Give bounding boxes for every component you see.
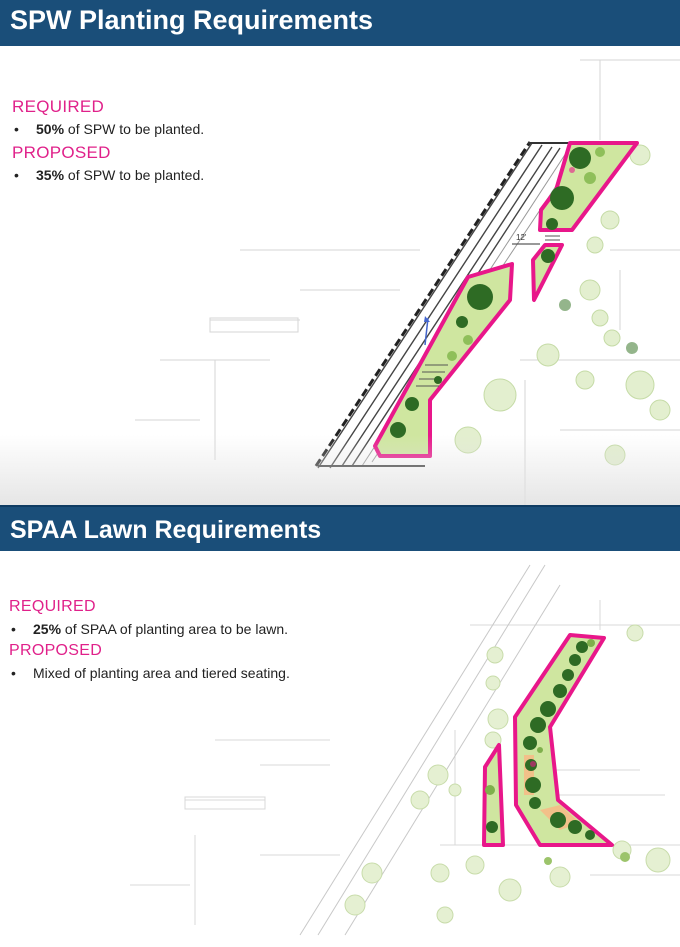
requirements-block xyxy=(12,96,204,186)
proposed-text: Mixed of planting area and tiered seating. xyxy=(33,665,290,681)
proposed-heading: PROPOSED xyxy=(9,642,103,659)
required-heading: REQUIRED xyxy=(9,598,96,615)
slide-spaa-lawn xyxy=(0,505,680,947)
bullet-glyph: • xyxy=(14,121,19,137)
slide-title: SPW Planting Requirements xyxy=(0,0,680,46)
accent-flower xyxy=(569,167,575,173)
context-dark-trees xyxy=(559,299,638,354)
bullet-glyph: • xyxy=(11,665,16,681)
slide-title: SPAA Lawn Requirements xyxy=(0,505,680,551)
dimension-annotation: 12' xyxy=(516,233,527,242)
requirements-block xyxy=(9,596,290,684)
proposed-text: of SPW to be planted. xyxy=(64,167,205,183)
proposed-heading: PROPOSED xyxy=(12,143,111,162)
slide-bottom-shade xyxy=(0,435,680,505)
required-bullet xyxy=(12,118,204,140)
proposed-percent: 35% xyxy=(36,167,65,183)
required-text: of SPAA of planting area to be lawn. xyxy=(61,621,289,637)
required-percent: 50% xyxy=(36,121,65,137)
accent-flower xyxy=(530,761,536,767)
proposed-bullet xyxy=(9,662,290,684)
required-heading: REQUIRED xyxy=(12,97,105,116)
street-lines xyxy=(318,143,560,468)
proposed-bullet xyxy=(12,164,204,186)
required-bullet xyxy=(9,618,290,640)
bullet-glyph: • xyxy=(14,167,19,183)
spaa-site-plan-drawing xyxy=(0,505,680,947)
required-percent: 25% xyxy=(33,621,62,637)
required-text: of SPW to be planted. xyxy=(64,121,205,137)
bullet-glyph: • xyxy=(11,621,16,637)
